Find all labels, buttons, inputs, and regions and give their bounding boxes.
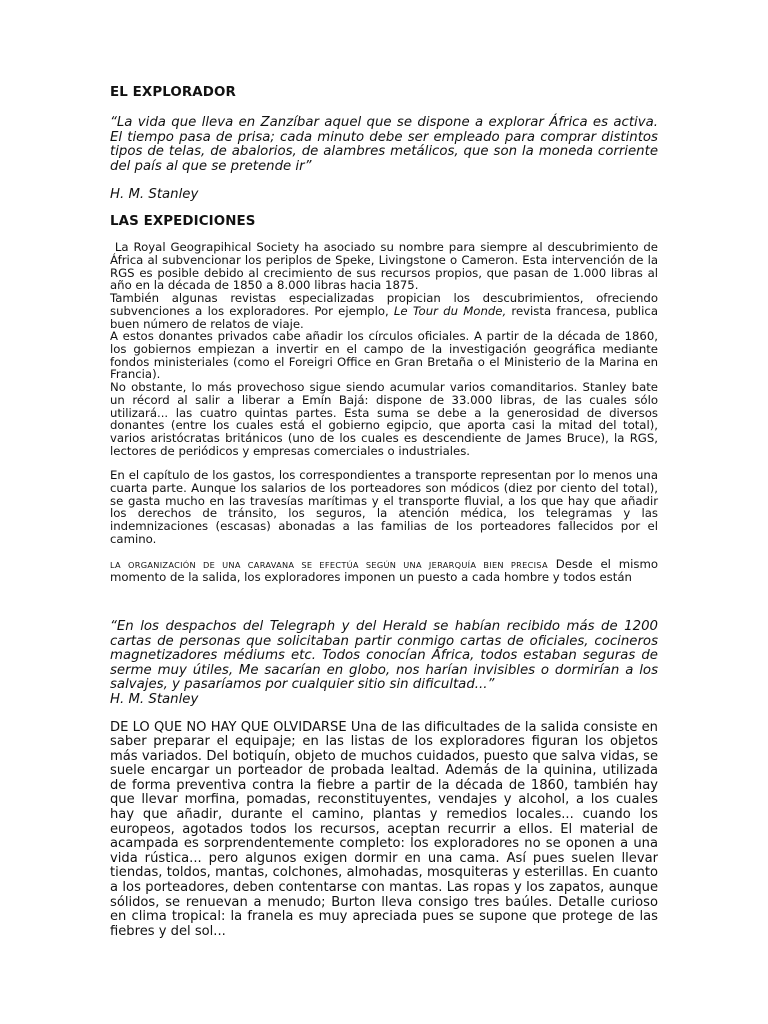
- caravan-heading: LA ORGANIZACIÓN DE UNA CARAVANA SE EFECTÚA SEGÚN UNA JERARQUÍA BIEN PRECISA: [110, 559, 548, 570]
- paragraph-magazines: [110, 292, 658, 330]
- caravan-text: Desde el mismo momento de la salida, los exploradores imponen un puesto a cada hombre y todos están: [110, 556, 658, 585]
- document-title: EL EXPLORADOR: [110, 85, 236, 100]
- magazine-title: Le Tour du Monde,: [393, 303, 507, 318]
- paragraph-magazines-end: revista francesa, publica buen número de relatos de viaje.: [110, 303, 659, 331]
- equipment-paragraph: DE LO QUE NO HAY QUE OLVIDARSE Una de las dificultades de la salida consiste en saber preparar el equipaje; en las listas de los exploradores figuran los objetos más variados. Del botiquín, objeto de muchos cuidados, puesto que salva vidas, se suele encargar un porteador de probada lealtad. Además de la quinina, utilizada de forma preventiva contra la fiebre a partir de la década de 1860, también hay que llevar morfina, pomadas, reconstituyentes, vendajes y alcohol, a los cuales hay que añadir, durante el camino, plantas y remedios locales... cuando los europeos, agotados todos los recursos, aceptan recurrir a ellos. El material de acampada es sorprendentemente completo: los exploradores no se oponen a una vida rústica... pero algunos exigen dormir en una cama. Así pues suelen llevar tiendas, toldos, mantas, colchones, almohadas, mosquiteras y esterillas. En cuanto a los porteadores, deben contentarse con mantas. Las ropas y los zapatos, aunque sólidos, se renuevan a menudo; Burton lleva consigo tres baúles. Detalle curioso en clima tropical: la franela es muy apreciada pues se supone que protege de las fiebres y del sol...: [110, 719, 658, 939]
- paragraph-expenses: En el capítulo de los gastos, los correspondientes a transporte representan por lo menos una cuarta parte. Aunque los salarios de los porteadores son módicos (diez por ciento del total), se gasta mucho en las travesías marítimas y el transporte fluvial, a los que hay que añadir los derechos de tránsito, los seguros, la atención médica, los telegramas y las indemnizaciones (escasas) abonadas a las familias de los porteadores fallecidos por el camino.: [110, 468, 658, 546]
- opening-quote-author: H. M. Stanley: [110, 187, 199, 203]
- document-page: [110, 84, 662, 939]
- stanley-quote-author: H. M. Stanley: [110, 691, 199, 707]
- paragraph-magazines-start: También algunas revistas especializadas propician los descubrimientos, ofreciendo subvenciones a los exploradores. Por ejemplo,: [110, 291, 658, 318]
- paragraph-rgs: La Royal Geograpihical Society ha asociado su nombre para siempre al descubrimiento de África al subvencionar los periplos de Speke, Livingstone o Cameron. Esta intervención de la RGS es posible debido al crecimiento de sus recursos propios, que pasan de 1.000 libras al año en la década de 1850 a 8.000 libras hacia 1875.: [110, 240, 662, 293]
- paragraph-governments: A estos donantes privados cabe añadir los círculos oficiales. A partir de la década de 1860, los gobiernos empiezan a invertir en el campo de la investigación geográfica mediante fondos ministeriales (como el Foreigri Office en Gran Bretaña o el Ministerio de la Marina en Francia).: [110, 329, 658, 382]
- opening-quote: “La vida que lleva en Zanzíbar aquel que se dispone a explorar África es activa. El tiempo pasa de prisa; cada minuto debe ser empleado para comprar distintos tipos de telas, de abalorios, de alambres metálicos, que son la moneda corriente del país al que se pretende ir”: [110, 115, 658, 174]
- stanley-quote: “En los despachos del Telegraph y del Herald se habían recibido más de 1200 cartas de personas que solicitaban partir conmigo cartas de oficiales, cocineros magnetizadores médiums etc. Todos conocían África, todos estaban seguras de serme muy útiles, Me sacarían en globo, nos harían invisibles o dormirían a los salvajes, y pasaríamos por cualquier sitio sin dificultad...”: [110, 618, 658, 693]
- expeditions-text: [110, 240, 662, 585]
- paragraph-sponsors: No obstante, lo más provechoso sigue siendo acumular varios comanditarios. Stanley bate un récord al salir a liberar a Emín Bajá: dispone de 33.000 libras, de las cuales sólo utilizará... las cuatro quintas partes. Esta suma se debe a la generosidad de diversos donantes (entre los cuales está el gobierno egipcio, que aporta casi la mitad del total), varios aristócratas británicos (uno de los cuales es descendiente de James Bruce), la RGS, lectores de periódicos y empresas comerciales o industriales.: [110, 380, 658, 458]
- paragraph-caravan: [110, 558, 658, 584]
- section-title: LAS EXPEDICIONES: [110, 214, 256, 230]
